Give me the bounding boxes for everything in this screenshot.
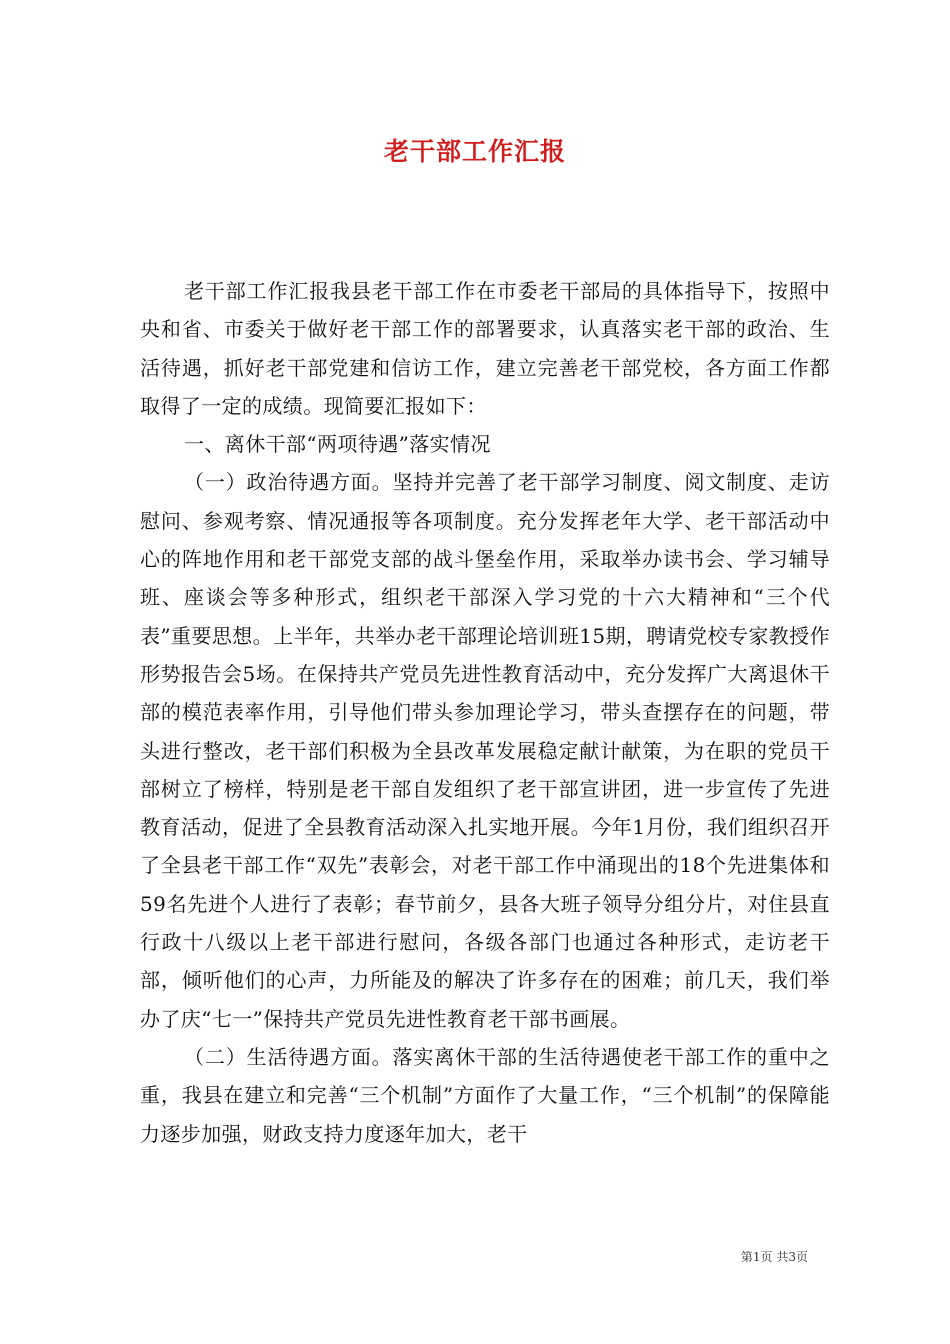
page-number: 第1页 共3页 [740, 1250, 808, 1264]
document-body [140, 272, 830, 1153]
paragraph-living-treatment: （二）生活待遇方面。落实离休干部的生活待遇使老干部工作的重中之重，我县在建立和完善“三个机制”方面作了大量工作，“三个机制”的保障能力逐步加强，财政支持力度逐年加大，老干 [140, 1044, 830, 1146]
paragraph-intro: 老干部工作汇报我县老干部工作在市委老干部局的具体指导下，按照中央和省、市委关于做好老干部工作的部署要求，认真落实老干部的政治、生活待遇，抓好老干部党建和信访工作，建立完善老干部党校，各方面工作都取得了一定的成绩。现简要汇报如下： [140, 279, 830, 418]
document-title: 老干部工作汇报 [383, 137, 566, 166]
paragraph-political-treatment: （一）政治待遇方面。坚持并完善了老干部学习制度、阅文制度、走访慰问、参观考察、情况通报等各项制度。充分发挥老年大学、老干部活动中心的阵地作用和老干部党支部的战斗堡垒作用，采取举办读书会、学习辅导班、座谈会等多种形式，组织老干部深入学习党的十六大精神和“三个代表”重要思想。上半年，共举办老干部理论培训班15期，聘请党校专家教授作形势报告会5场。在保持共产党员先进性教育活动中，充分发挥广大离退休干部的模范表率作用，引导他们带头参加理论学习，带头查摆存在的问题，带头进行整改，老干部们积极为全县改革发展稳定献计献策，为在职的党员干部树立了榜样，特别是老干部自发组织了老干部宣讲团，进一步宣传了先进教育活动，促进了全县教育活动深入扎实地开展。今年1月份，我们组织召开了全县老干部工作“双先”表彰会，对老干部工作中涌现出的18个先进集体和59名先进个人进行了表彰；春节前夕，县各大班子领导分组分片，对住县直行政十八级以上老干部进行慰问，各级各部门也通过各种形式，走访老干部，倾听他们的心声，力所能及的解决了许多存在的困难；前几天，我们举办了庆“七一”保持共产党员先进性教育老干部书画展。 [140, 470, 830, 1031]
section-heading: 一、离休干部“两项待遇”落实情况 [184, 432, 491, 457]
